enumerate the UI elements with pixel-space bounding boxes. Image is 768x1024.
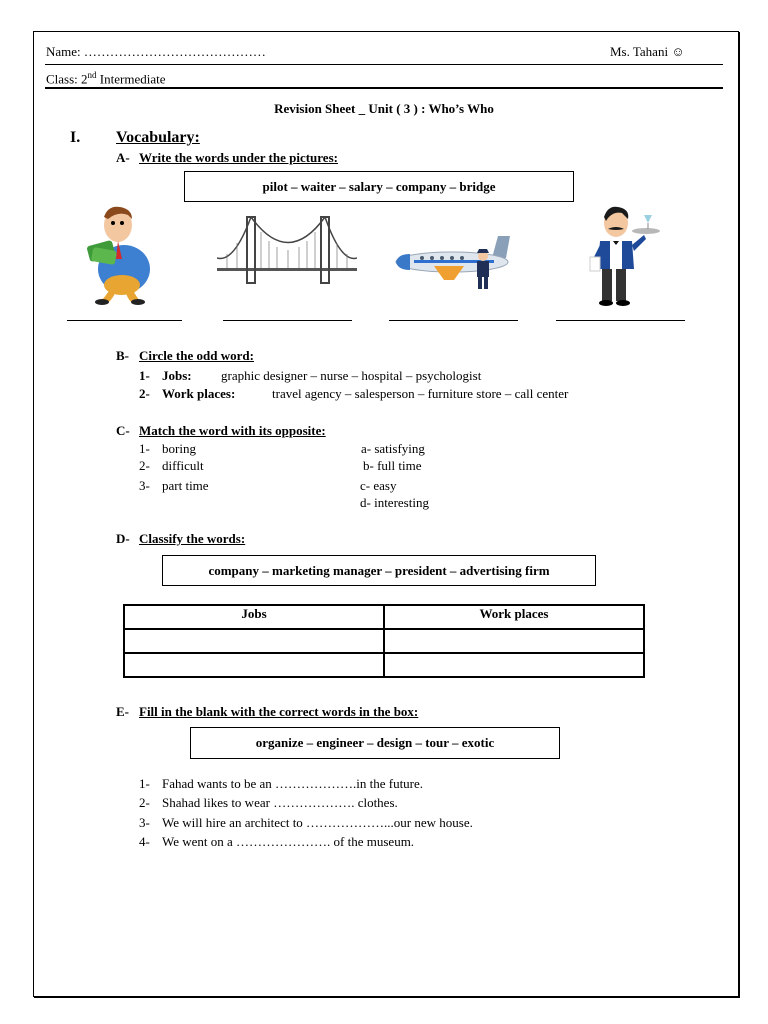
airplane-pilot-icon — [394, 232, 520, 292]
sheet-title: Revision Sheet _ Unit ( 3 ) : Who’s Who — [274, 101, 494, 116]
c-instruction: Match the word with its opposite: — [139, 423, 326, 438]
e-item-4-num: 4- — [139, 834, 150, 849]
e-item-1-num: 1- — [139, 776, 150, 791]
header-rule — [45, 87, 723, 89]
b-item-1-text: graphic designer – nurse – hospital – psychologist — [221, 368, 482, 383]
b-item-1-num: 1- — [139, 368, 150, 383]
c-left-2: difficult — [162, 458, 204, 473]
e-item-2: Shahad likes to wear ………………. clothes. — [162, 795, 398, 810]
answer-blank-4[interactable] — [556, 320, 685, 321]
a-word-box: pilot – waiter – salary – company – bridge — [184, 171, 574, 202]
e-instruction: Fill in the blank with the correct words in the box: — [139, 704, 419, 719]
c-right-c: c- easy — [360, 478, 397, 493]
c-right-a: a- satisfying — [361, 441, 425, 456]
e-word-box: organize – engineer – design – tour – exotic — [190, 727, 560, 759]
b-letter: B- — [116, 348, 129, 363]
c-letter: C- — [116, 423, 130, 438]
answer-blank-3[interactable] — [389, 320, 518, 321]
table-header-jobs: Jobs — [124, 605, 384, 629]
e-item-3: We will hire an architect to ………………...our new house. — [162, 815, 473, 830]
c-left-1-num: 1- — [139, 441, 150, 456]
c-left-3-num: 3- — [139, 478, 150, 493]
teacher-name: Ms. Tahani ☺ — [610, 44, 685, 59]
e-item-3-num: 3- — [139, 815, 150, 830]
table-row — [124, 653, 644, 677]
d-letter: D- — [116, 531, 130, 546]
e-item-1: Fahad wants to be an ……………….in the future. — [162, 776, 424, 791]
b-item-1-label: Jobs: — [162, 368, 192, 383]
bridge-icon — [217, 213, 357, 291]
table-cell-jobs-2[interactable] — [124, 653, 384, 677]
b-item-2-text: travel agency – salesperson – furniture store – call center — [272, 386, 569, 401]
header-divider — [45, 64, 723, 65]
b-item-2-num: 2- — [139, 386, 150, 401]
money-man-icon — [82, 203, 160, 305]
a-letter: A- — [116, 150, 130, 165]
classify-table — [123, 604, 645, 678]
d-word-box: company – marketing manager – president – advertising firm — [162, 555, 596, 586]
c-right-b: b- full time — [363, 458, 422, 473]
class-field: Class: 2nd Intermediate — [46, 70, 166, 87]
table-row — [124, 629, 644, 653]
waiter-icon — [586, 205, 662, 307]
section-number: I. — [70, 129, 81, 146]
name-field: Name: …………………………………… — [46, 44, 266, 59]
table-header-work-places: Work places — [384, 605, 644, 629]
c-left-2-num: 2- — [139, 458, 150, 473]
c-left-1: boring — [162, 441, 196, 456]
table-cell-places-1[interactable] — [384, 629, 644, 653]
answer-blank-1[interactable] — [67, 320, 182, 321]
table-cell-places-2[interactable] — [384, 653, 644, 677]
e-item-2-num: 2- — [139, 795, 150, 810]
e-item-4: We went on a …………………. of the museum. — [162, 834, 415, 849]
answer-blank-2[interactable] — [223, 320, 352, 321]
table-cell-jobs-1[interactable] — [124, 629, 384, 653]
e-letter: E- — [116, 704, 129, 719]
section-title: Vocabulary: — [116, 129, 200, 146]
c-left-3: part time — [162, 478, 209, 493]
d-instruction: Classify the words: — [139, 531, 246, 546]
c-right-d: d- interesting — [360, 495, 429, 510]
b-instruction: Circle the odd word: — [139, 348, 254, 363]
a-instruction: Write the words under the pictures: — [139, 150, 338, 165]
b-item-2-label: Work places: — [162, 386, 236, 401]
